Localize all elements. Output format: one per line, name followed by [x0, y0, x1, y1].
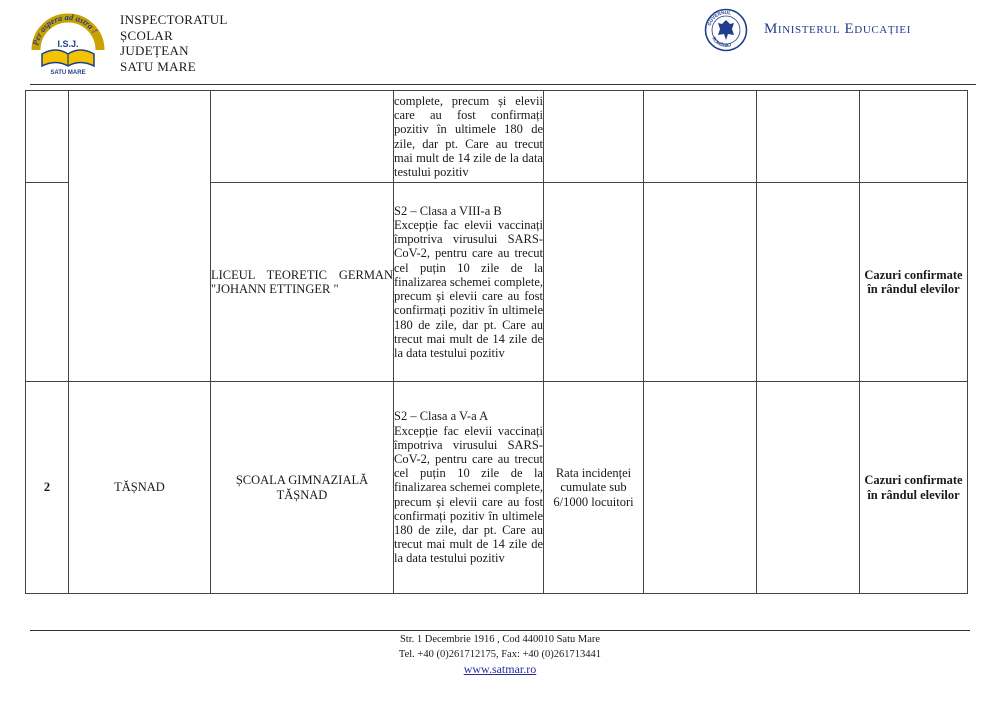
institution-line: SATU MARE — [120, 58, 197, 74]
description-text: Excepție fac elevii vaccinați împotriva virusului SARS-CoV-2, pentru care au trecut cel puțin 10 zile de la finalizarea schemei complete, precum și elevii care au fost confirmați pozitiv în ultimele 180 de zile, dar pt. Care au trecut mai mult de 14 zile de la data testului pozitiv — [394, 423, 543, 566]
table-cell-empty — [757, 382, 860, 594]
footer-address: Str. 1 Decembrie 1916 , Cod 440010 Satu Mare — [399, 634, 601, 645]
institution-line: JUDEȚEAN — [120, 43, 189, 58]
table-cell-locality — [69, 91, 211, 382]
table-cell-reason — [860, 183, 968, 382]
footer-contact: Tel. +40 (0)261712175, Fax: +40 (0)261713441 — [398, 649, 602, 660]
table-cell-description — [394, 382, 544, 594]
isj-logo — [28, 10, 108, 76]
table-cell-rate — [544, 183, 644, 382]
logo-motto: Per aspera ad astra ! — [30, 11, 100, 47]
table-cell-reason — [860, 91, 968, 183]
institution-line: INSPECTORATUL — [120, 12, 228, 27]
ministry-name: Ministerul Educației — [764, 21, 912, 37]
table-cell-rate — [544, 91, 644, 183]
schools-table — [25, 90, 968, 594]
institution-name — [120, 12, 228, 74]
table-cell-rate — [544, 382, 644, 594]
table-cell-school — [211, 382, 394, 594]
table-cell-description — [394, 91, 544, 183]
table-cell-school — [211, 183, 394, 382]
table-cell-empty — [644, 382, 757, 594]
class-label: S2 – Clasa a V-a A — [394, 409, 489, 424]
header-divider — [30, 84, 976, 85]
table-cell-locality: TĂȘNAD — [69, 382, 211, 594]
class-label: S2 – Clasa a VIII-a B — [394, 203, 502, 218]
table-cell-empty — [644, 183, 757, 382]
table-cell-empty — [644, 91, 757, 183]
table-cell-number — [26, 91, 69, 183]
ministry-header — [704, 8, 974, 54]
table-row — [26, 91, 968, 183]
logo-initials: I.S.J. — [57, 39, 79, 49]
school-name: ȘCOALA GIMNAZIALĂ TĂȘNAD — [235, 473, 369, 502]
reason-text: Cazuri confirmate în rândul elevilor — [864, 267, 963, 296]
table-cell-number: 2 — [26, 382, 69, 594]
institution-line: ȘCOLAR — [120, 27, 174, 43]
table-cell-school — [211, 91, 394, 183]
table-cell-empty — [757, 183, 860, 382]
description-text: complete, precum și elevii care au fost confirmați pozitiv în ultimele 180 de zile, dar pt. Care au trecut mai mult de 14 zile de la data testului pozitiv — [394, 93, 543, 179]
table-cell-empty — [757, 91, 860, 183]
table-row — [26, 382, 968, 594]
seal-text-top: GUVERNUL — [706, 9, 732, 27]
table-cell-reason — [860, 382, 968, 594]
reason-text: Cazuri confirmate în rândul elevilor — [864, 473, 963, 502]
table-cell-number — [26, 183, 69, 382]
website-link[interactable]: www.satmar.ro — [463, 662, 537, 676]
footer-divider — [30, 630, 970, 631]
footer — [0, 632, 1000, 678]
isj-header — [28, 10, 248, 80]
logo-city: SATU MARE — [50, 70, 86, 76]
description-text: Excepție fac elevii vaccinați împotriva virusului SARS-CoV-2, pentru care au trecut cel puțin 10 zile de la finalizarea schemei complete, precum și elevii care au fost confirmați pozitiv în ultimele 180 de zile, dar pt. Care au trecut mai mult de 14 zile de la data testului pozitiv — [394, 218, 543, 360]
school-name: LICEUL TEORETIC GERMAN "JOHANN ETTINGER " — [211, 267, 393, 296]
incidence-rate: Rata incidenței cumulate sub 6/1000 locuitori — [553, 466, 634, 509]
table-cell-description — [394, 183, 544, 382]
seal-text-bottom: ROMÂNIEI — [711, 35, 732, 49]
government-seal-icon — [704, 8, 748, 52]
